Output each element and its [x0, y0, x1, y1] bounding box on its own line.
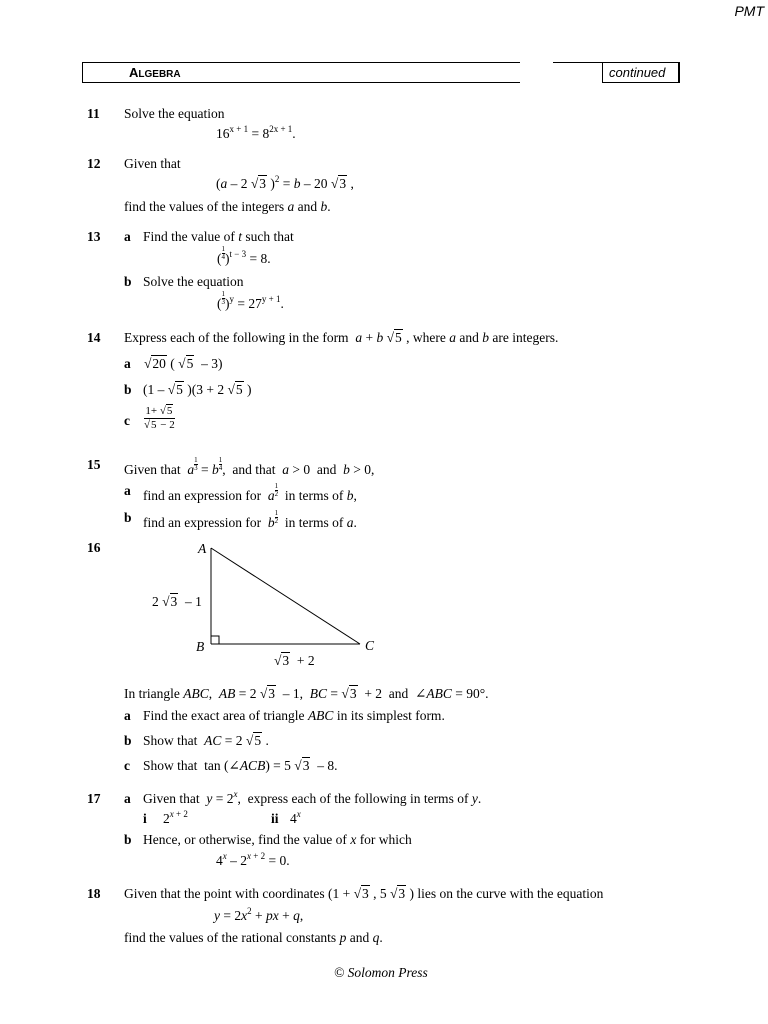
side-ab-length: 2 √3 – 1: [152, 594, 202, 609]
section-title: ALGEBRA: [129, 65, 181, 80]
question-16-part-a-label: a: [124, 708, 131, 723]
question-16-part-c-text: Show that tan (∠ACB) = 5 √3 – 8.: [143, 758, 338, 773]
question-number-18: 18: [87, 886, 101, 901]
question-17-part-a-ii-expression: 4$^x$: [290, 809, 301, 826]
question-15-part-b-label: b: [124, 510, 132, 525]
question-13-part-b-equation: ( $\frac{1}{3}$ )$^y = 27^{y + 1}$.: [217, 290, 284, 311]
question-number-16: 16: [87, 540, 101, 555]
question-number-14: 14: [87, 330, 101, 345]
side-bc-length: √3 + 2: [274, 653, 315, 668]
triangle-diagram: [200, 540, 380, 650]
question-11-text: Solve the equation: [124, 106, 225, 121]
question-16-part-b-label: b: [124, 733, 132, 748]
question-15-part-a-label: a: [124, 483, 131, 498]
question-17-part-b-label: b: [124, 832, 132, 847]
question-14-part-a-label: a: [124, 356, 131, 371]
question-number-12: 12: [87, 156, 101, 171]
question-17-part-a-i-expression: $2^{x + 2}$: [163, 809, 188, 826]
question-13-part-b-text: Solve the equation: [143, 274, 244, 289]
question-16-part-c-label: c: [124, 758, 130, 773]
question-15-part-a-text: find an expression for a $\frac{1}{2}$ in terms of b,: [143, 482, 357, 503]
question-14-part-c-expression: $\frac{1+ √5}{√5 - 2}$: [144, 405, 175, 431]
question-12-equation: (a – 2 √3 )$^2$ = b – 20 √3 ,: [216, 174, 354, 191]
question-number-13: 13: [87, 229, 101, 244]
question-12-text: Given that: [124, 156, 181, 171]
footer-copyright: © Solomon Press: [334, 965, 428, 980]
question-13-part-a-text: Find the value of t such that: [143, 229, 294, 244]
question-13-part-a-label: a: [124, 229, 131, 244]
question-17-part-a-i-label: i: [143, 811, 147, 826]
continued-label: continued: [609, 65, 666, 80]
question-14-part-b-label: b: [124, 382, 132, 397]
question-16-part-a-text: Find the exact area of triangle ABC in its simplest form.: [143, 708, 445, 723]
page-corner-label: PMT: [734, 3, 764, 19]
question-17-part-a-text: Given that $y = 2^x$, express each of the following in terms of y.: [143, 789, 482, 806]
question-12-follow-text: find the values of the integers a and b.: [124, 199, 331, 214]
question-15-text: Given that a $\frac{1}{3}$ = b $\frac{1}{4}$ , and that a > 0 and b > 0,: [124, 456, 375, 477]
question-18-follow-text: find the values of the rational constants p and q.: [124, 930, 383, 945]
question-number-17: 17: [87, 791, 101, 806]
vertex-label-a: A: [198, 541, 207, 556]
question-18-equation: $y = 2x^2$ + px + q,: [214, 906, 304, 923]
question-14-text: Express each of the following in the form a + b √5 , where a and b are integers.: [124, 330, 559, 345]
question-number-15: 15: [87, 457, 101, 472]
question-16-text: In triangle ABC, AB = 2 √3 – 1, BC = √3 + 2 and ∠ABC = 90°.: [124, 686, 489, 701]
question-13-part-b-label: b: [124, 274, 132, 289]
question-13-part-a-equation: ( $\frac{1}{4}$ )$^{t - 3}$ = 8.: [217, 245, 271, 266]
question-15-part-b-text: find an expression for b $\frac{1}{2}$ in terms of a.: [143, 509, 357, 530]
triangle-side-ac: [211, 548, 360, 644]
question-number-11: 11: [87, 106, 100, 121]
question-18-text: Given that the point with coordinates (1 + √3 , 5 √3 ) lies on the curve with the equation: [124, 886, 604, 901]
right-angle-marker: [211, 636, 219, 644]
question-14-part-b-expression: (1 – √5 )(3 + 2 √5 ): [143, 382, 252, 397]
vertex-label-c: C: [365, 638, 375, 653]
question-17-part-a-ii-label: ii: [271, 811, 279, 826]
question-14-part-c-label: c: [124, 413, 130, 428]
question-17-part-a-label: a: [124, 791, 131, 806]
question-17-part-b-text: Hence, or otherwise, find the value of x for which: [143, 832, 412, 847]
vertex-label-b: B: [196, 639, 205, 654]
question-16-part-b-text: Show that AC = 2 √5 .: [143, 733, 269, 748]
question-17-part-b-equation: $4^x - 2^{x + 2} = 0$.: [216, 851, 290, 868]
question-11-equation: $16^{x + 1} = 8^{2x + 1}$.: [216, 124, 296, 141]
question-14-part-a-expression: √20 ( √5 – 3): [144, 356, 223, 371]
